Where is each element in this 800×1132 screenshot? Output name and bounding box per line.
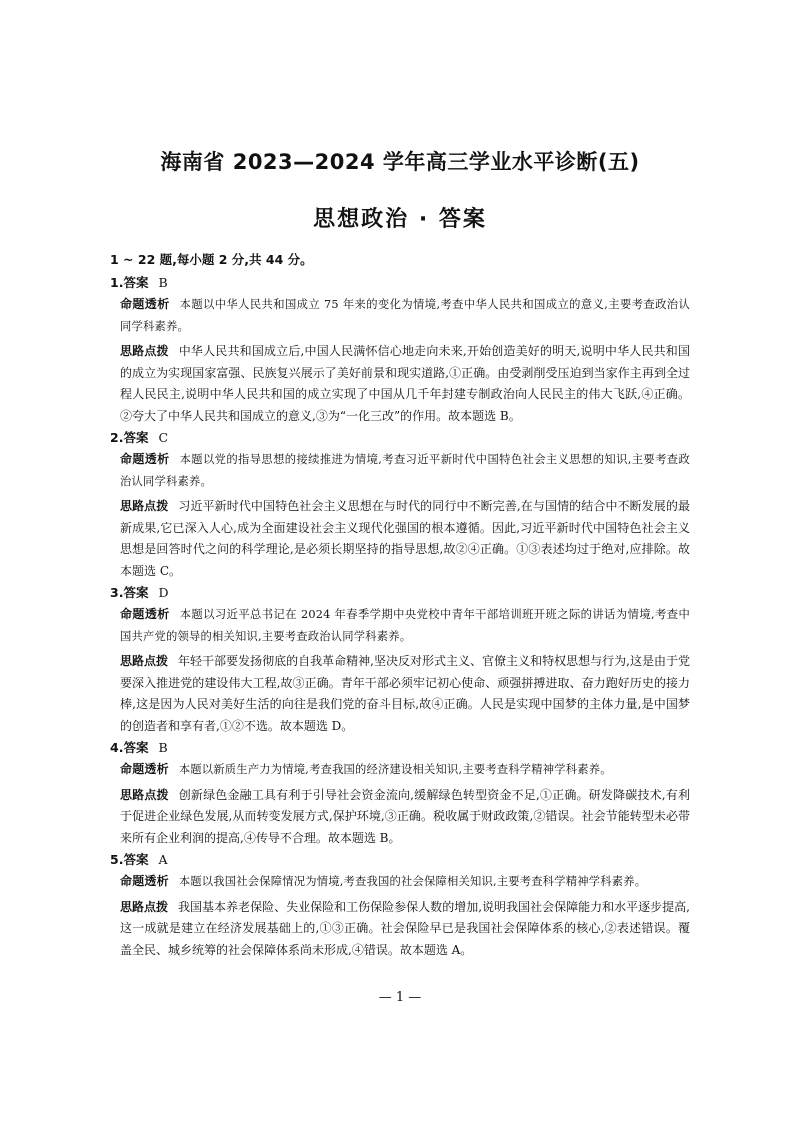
hint-text: 我国基本养老保险、失业保险和工伤保险参保人数的增加,说明我国社会保障能力和水平逐步提高,这一成就是建立在经济发展基础上的,①③正确。社会保险早已是我国社会保障体系的核心,②表述错误。覆盖全民、城乡统筹的社会保障体系尚未形成,④错误。故本题选 A。 xyxy=(120,899,690,957)
question-4 xyxy=(110,737,690,849)
question-number: 5. xyxy=(110,852,124,867)
hint-text: 创新绿色金融工具有利于引导社会资金流向,缓解绿色转型资金不足,①正确。研发降碳技术,有利于促进企业绿色发展,从而转变发展方式,保护环境,③正确。税收属于财政政策,②错误。社会节能转型未必带来所有企业利润的提高,④传导不合理。故本题选 B。 xyxy=(120,787,690,845)
analysis-paragraph xyxy=(110,294,690,337)
hint-label: 思路点拨 xyxy=(120,499,169,513)
question-number: 3. xyxy=(110,585,124,600)
analysis-text: 本题以中华人民共和国成立 75 年来的变化为情境,考查中华人民共和国成立的意义,主要考查政治认同学科素养。 xyxy=(120,298,690,333)
answer-value: B xyxy=(158,740,168,755)
hint-label: 思路点拨 xyxy=(120,787,169,802)
hint-paragraph xyxy=(110,651,690,737)
analysis-paragraph xyxy=(110,759,690,781)
answer-line xyxy=(110,737,690,759)
hint-text: 中华人民共和国成立后,中国人民满怀信心地走向未来,开始创造美好的明天,说明中华人民共和国的成立为实现国家富强、民族复兴展示了美好前景和现实道路,①正确。由受剥削受压迫到当家作主再到全过程人民民主,说明中华人民共和国的成立实现了中国从几千年封建专制政治向人民民主的伟大飞跃,④正确。②夸大了中华人民共和国成立的意义,③为“一化三改”的作用。故本题选 B。 xyxy=(120,344,690,423)
answer-line xyxy=(110,272,690,294)
question-number: 1. xyxy=(110,275,124,290)
hint-label: 思路点拨 xyxy=(120,899,169,914)
question-2 xyxy=(110,427,690,582)
analysis-paragraph xyxy=(110,449,690,492)
answer-value: B xyxy=(158,275,168,290)
answer-line xyxy=(110,849,690,871)
hint-paragraph xyxy=(110,897,690,962)
question-number: 4. xyxy=(110,740,124,755)
analysis-label: 命题透析 xyxy=(120,452,170,466)
analysis-text: 本题以习近平总书记在 2024 年春季学期中央党校中青年干部培训班开班之际的讲话为情境,考查中国共产党的领导的相关知识,主要考查政治认同学科素养。 xyxy=(120,608,690,643)
analysis-text: 本题以党的指导思想的接续推进为情境,考查习近平新时代中国特色社会主义思想的知识,主要考查政治认同学科素养。 xyxy=(120,453,690,488)
answer-line xyxy=(110,427,690,449)
question-3 xyxy=(110,582,690,737)
hint-text: 年轻干部要发扬彻底的自我革命精神,坚决反对形式主义、官僚主义和特权思想与行为,这是由于党要深入推进党的建设伟大工程,故③正确。青年干部必须牢记初心使命、顽强拼搏进取、奋力跑好历史的接力棒,这是因为人民对美好生活的向往是我们党的奋斗目标,故④正确。人民是实现中国梦的主体力量,是中国梦的创造者和享有者,①②不选。故本题选 D。 xyxy=(120,654,690,733)
answer-label: 答案 xyxy=(123,585,149,600)
answer-label: 答案 xyxy=(123,852,149,867)
answer-label: 答案 xyxy=(123,430,149,445)
analysis-label: 命题透析 xyxy=(120,874,169,888)
analysis-text: 本题以新质生产力为情境,考查我国的经济建设相关知识,主要考查科学精神学科素养。 xyxy=(178,763,612,776)
section-intro: 1 ~ 22 题,每小题 2 分,共 44 分。 xyxy=(110,252,313,267)
answer-label: 答案 xyxy=(123,275,149,290)
answer-list xyxy=(110,272,690,961)
analysis-label: 命题透析 xyxy=(120,762,169,776)
page-title: 海南省 2023—2024 学年高三学业水平诊断(五) xyxy=(160,150,640,174)
hint-paragraph xyxy=(110,496,690,582)
page-number: — 1 — xyxy=(378,990,422,1005)
answer-label: 答案 xyxy=(123,740,149,755)
analysis-label: 命题透析 xyxy=(120,297,170,311)
analysis-paragraph xyxy=(110,871,690,893)
hint-paragraph xyxy=(110,341,690,427)
hint-paragraph xyxy=(110,785,690,850)
answer-value: D xyxy=(158,585,169,600)
hint-label: 思路点拨 xyxy=(120,344,169,358)
page-subtitle: 思想政治 · 答案 xyxy=(313,207,487,232)
question-1 xyxy=(110,272,690,427)
analysis-paragraph xyxy=(110,604,690,647)
question-5 xyxy=(110,849,690,961)
answer-value: A xyxy=(158,852,168,867)
analysis-label: 命题透析 xyxy=(120,607,170,621)
analysis-text: 本题以我国社会保障情况为情境,考查我国的社会保障相关知识,主要考查科学精神学科素养。 xyxy=(178,875,647,888)
hint-label: 思路点拨 xyxy=(120,654,169,668)
answer-line xyxy=(110,582,690,604)
question-number: 2. xyxy=(110,430,124,445)
answer-value: C xyxy=(158,430,169,445)
hint-text: 习近平新时代中国特色社会主义思想在与时代的同行中不断完善,在与国情的结合中不断发展的最新成果,它已深入人心,成为全面建设社会主义现代化强国的根本遵循。因此,习近平新时代中国特色社会主义思想是回答时代之问的科学理论,是必须长期坚持的指导思想,故②④正确。①③表述均过于绝对,应排除。故本题选 C。 xyxy=(120,499,690,578)
